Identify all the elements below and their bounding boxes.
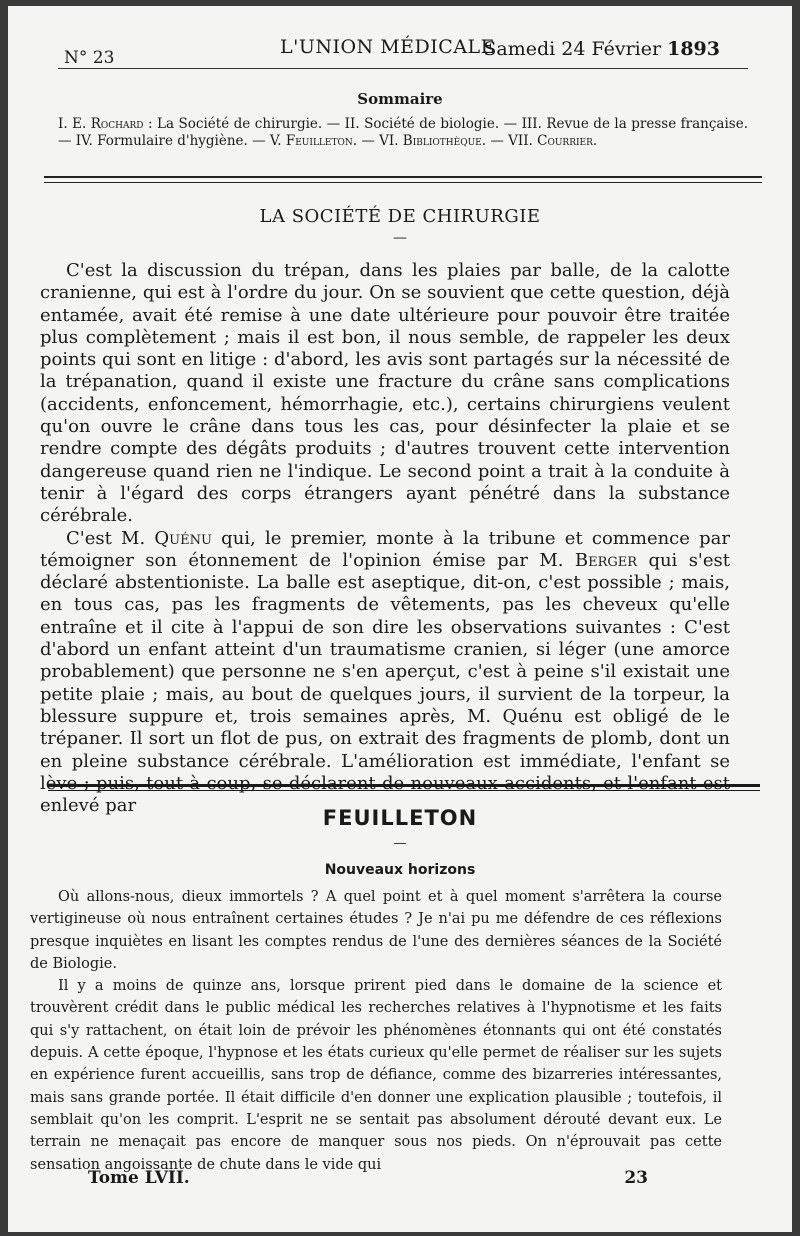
sommaire-author: I. E. Rochard — [58, 116, 144, 132]
journal-title: L'UNION MÉDICALE — [280, 36, 496, 58]
feuilleton-rule-thick — [48, 784, 760, 787]
sommaire-feuilleton: Feuilleton — [285, 133, 353, 149]
page-number: 23 — [624, 1168, 648, 1188]
sommaire-sep2: . — VII. — [481, 133, 538, 149]
feuilleton-paragraph-2: Il y a moins de quinze ans, lorsque prirent pied dans le domaine de la science et trouvèrent crédit dans le public médical les recherches relatives à l'hypnotisme et les faits qui s'y rattachent, on était loin de prévoir les phénomènes étonnants qui ont été constatés depuis. A cette époque, l'hypnose et les états curieux qu'elle permet de réaliser sur les sujets en expérience furent accueillis, sans trop de défiance, comme des bizarreries intéressantes, mais sans grande portée. Il était difficile d'en donner une explication plausible ; toutefois, il semblait qu'on les comprit. L'esprit ne se sentait pas absolument dérouté devant eux. Le terrain ne menaçait pas encore de manquer sous nos pieds. On n'éprouvait pas cette sensation angoissante de chute dans le vide qui — [30, 978, 722, 1173]
p2-text-b: qui, le premier, monte à la tribune et commence par témoigner son étonnement de l'opinion émise par M. — [40, 527, 730, 571]
article-body — [40, 260, 730, 817]
section-divider — [44, 176, 762, 183]
feuilleton-body — [30, 886, 722, 1176]
header-rule — [58, 68, 748, 69]
newspaper-page — [8, 6, 792, 1232]
section-dash: — — [393, 230, 407, 246]
feuilleton-subtitle: Nouveaux horizons — [324, 862, 476, 878]
sommaire-bibliotheque: Bibliothèque — [402, 133, 482, 149]
issue-number: N° 23 — [64, 48, 115, 68]
sommaire-courrier: Courrier — [537, 133, 593, 149]
sommaire-items: : La Société de chirurgie. — II. Société de biologie. — III. Revue de la presse française. — IV. Formulaire d'hygiène. — V. — [58, 116, 749, 149]
article-paragraph-2 — [40, 528, 730, 818]
date-year: 1893 — [667, 38, 720, 60]
section-title: LA SOCIÉTÉ DE CHIRURGIE — [259, 206, 541, 227]
article-paragraph-1: C'est la discussion du trépan, dans les plaies par balle, de la calotte cranienne, qui est à l'ordre du jour. On se souvient que cette question, déjà entamée, avait été remise à une date ultérieure pour pouvoir être traitée plus complètement ; mais il est bon, il nous semble, de rappeler les deux points qui sont en litige : d'abord, les avis sont partagés sur la nécessité de la trépanation, quand il existe une fracture du crâne sans complications (accidents, enfoncement, hémorrhagie, etc.), certains chirurgiens veulent qu'on ouvre le crâne dans tous les cas, pour désinfecter la plaie et se rendre compte des dégâts produits ; d'autres trouvent cette intervention dangereuse quand rien ne l'indique. Le second point a trait à la conduite à tenir à l'égard des corps étrangers ayant pénétré dans la substance cérébrale. — [40, 260, 730, 527]
issue-date — [483, 38, 720, 60]
date-text: Samedi 24 Février — [483, 38, 662, 60]
p2-text-c: qui s'est déclaré abstentioniste. La balle est aseptique, dit-on, c'est possible ; mais, en tous cas, pas les fragments de vêtements, pas les cheveux qu'elle entraîne et il cite à l'appui de son dire les observations suivantes : C'est d'abord un enfant atteint d'un traumatisme cranien, si léger (une amorce probablement) que personne ne s'en aperçut, c'est à peine s'il existait une petite plaie ; mais, au bout de quelques jours, il survient de la torpeur, la blessure suppure et, trois semaines après, M. Quénu est obligé de le trépaner. Il sort un flot de pus, on extrait des fragments de plomb, dont un en pleine substance cérébrale. L'amélioration est immédiate, l'enfant se lève ; puis, tout à coup, se déclarent de nouveaux accidents, et l'enfant est enlevé par — [40, 549, 731, 817]
feuilleton-paragraph-1: Où allons-nous, dieux immortels ? A quel point et à quel moment s'arrêtera la course vertigineuse où nous entraînent certaines études ? Je n'ai pu me défendre de ces réflexions presque inquiètes en lisant les comptes rendus de l'une des dernières séances de la Société de Biologie. — [30, 889, 722, 972]
feuilleton-dash: — — [393, 836, 407, 851]
author-name-quenu: Quénu — [154, 527, 212, 549]
feuilleton-heading: FEUILLETON — [322, 806, 478, 830]
sommaire-sep: . — VI. — [352, 133, 403, 149]
feuilleton-rule-thin — [48, 790, 760, 791]
author-name-berger: Berger — [574, 549, 638, 571]
tome-label: Tome LVII. — [88, 1168, 190, 1188]
sommaire-heading: Sommaire — [357, 90, 443, 108]
p2-text-a: C'est M. — [66, 527, 155, 549]
page-header — [8, 36, 792, 68]
sommaire-contents — [58, 116, 748, 150]
page-footer — [8, 1168, 792, 1192]
sommaire-end: . — [592, 133, 598, 149]
